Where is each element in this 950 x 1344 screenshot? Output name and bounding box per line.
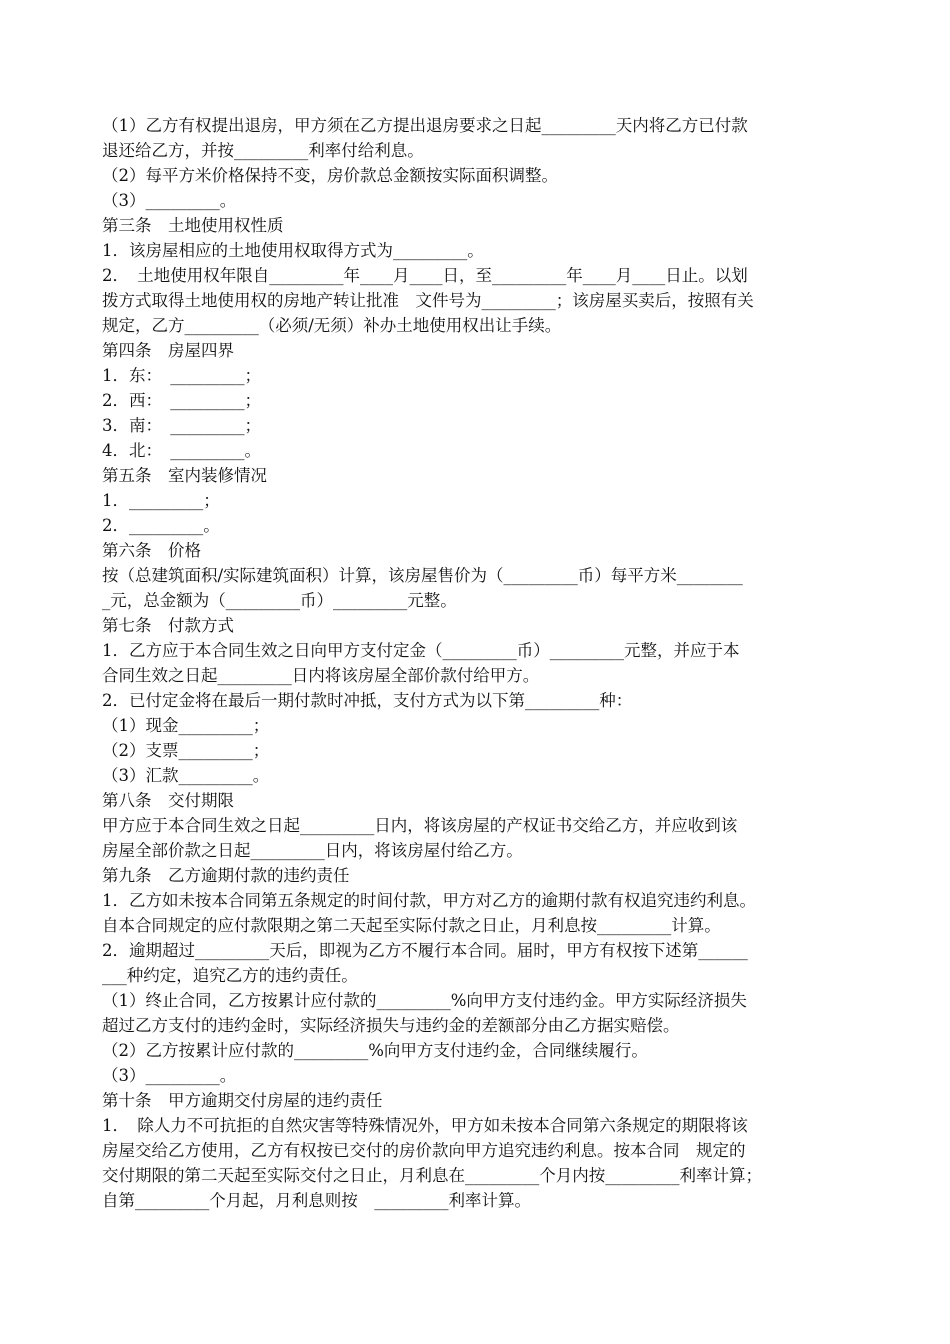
text-line: 交付期限的第二天起至实际交付之日止，月利息在_________个月内按_________利率计算； [102, 1166, 762, 1185]
text-line: 2．逾期超过_________天后，即视为乙方不履行本合同。届时，甲方有权按下述第______ [102, 941, 748, 960]
text-line: 1．该房屋相应的土地使用权取得方式为_________。 [102, 241, 484, 260]
text-line: （1）终止合同，乙方按累计应付款的_________%向甲方支付违约金。甲方实际经济损失 [102, 991, 747, 1010]
text-line: 1．_________； [102, 491, 220, 510]
text-line: （1）现金_________； [102, 716, 270, 735]
text-line: 房屋交给乙方使用，乙方有权按已交付的房价款向甲方追究违约利息。按本合同 规定的 [102, 1141, 746, 1160]
text-line: 1． 除人力不可抗拒的自然灾害等特殊情况外，甲方如未按本合同第六条规定的期限将该 [102, 1116, 748, 1135]
text-line: 第五条 室内装修情况 [102, 466, 267, 485]
text-line: 2． 土地使用权年限自_________年____月____日，至_________年____月____日止。以划 [102, 266, 748, 285]
text-line: 合同生效之日起_________日内将该房屋全部价款付给甲方。 [102, 666, 540, 685]
text-line: 超过乙方支付的违约金时，实际经济损失与违约金的差额部分由乙方据实赔偿。 [102, 1016, 680, 1035]
contract-body [102, 113, 848, 1213]
text-line: 规定，乙方_________（必须/无须）补办土地使用权出让手续。 [102, 316, 562, 335]
text-line: 第十条 甲方逾期交付房屋的违约责任 [102, 1091, 383, 1110]
text-line: 房屋全部价款之日起_________日内，将该房屋付给乙方。 [102, 841, 523, 860]
text-line: （3）汇款_________。 [102, 766, 270, 785]
text-line: 自本合同规定的应付款限期之第二天起至实际付款之日止，月利息按_________计算。 [102, 916, 721, 935]
text-line: （3）_________。 [102, 191, 237, 210]
text-line: 1．乙方应于本合同生效之日向甲方支付定金（_________币）_________元整，并应于本 [102, 641, 740, 660]
text-line: 2．西： _________； [102, 391, 261, 410]
text-line: 1．乙方如未按本合同第五条规定的时间付款，甲方对乙方的逾期付款有权追究违约利息。 [102, 891, 756, 910]
text-line: （2）乙方按累计应付款的_________%向甲方支付违约金，合同继续履行。 [102, 1041, 648, 1060]
text-line: _元，总金额为（_________币）_________元整。 [102, 591, 457, 610]
text-line: （3）_________。 [102, 1066, 237, 1085]
text-line: 3．南： _________； [102, 416, 261, 435]
text-line: 4．北： _________。 [102, 441, 261, 460]
text-line: 第六条 价格 [102, 541, 201, 560]
text-line: 第八条 交付期限 [102, 791, 234, 810]
text-line: 1．东： _________； [102, 366, 261, 385]
text-line: 自第_________个月起，月利息则按 _________利率计算。 [102, 1191, 531, 1210]
text-line: 2．已付定金将在最后一期付款时冲抵，支付方式为以下第_________种： [102, 691, 633, 710]
text-line: 退还给乙方，并按_________利率付给利息。 [102, 141, 424, 160]
text-line: 2．_________。 [102, 516, 220, 535]
text-line: 甲方应于本合同生效之日起_________日内，将该房屋的产权证书交给乙方，并应收到该 [102, 816, 738, 835]
text-line: （1）乙方有权提出退房，甲方须在乙方提出退房要求之日起_________天内将乙方已付款 [102, 116, 748, 135]
text-line: 第九条 乙方逾期付款的违约责任 [102, 866, 350, 885]
text-line: 第三条 土地使用权性质 [102, 216, 284, 235]
text-line: 拨方式取得土地使用权的房地产转让批准 文件号为_________；该房屋买卖后，按照有关 [102, 291, 754, 310]
text-line: ___种约定，追究乙方的违约责任。 [102, 966, 358, 985]
text-line: （2）每平方米价格保持不变，房价款总金额按实际面积调整。 [102, 166, 558, 185]
text-line: 按（总建筑面积/实际建筑面积）计算，该房屋售价为（_________币）每平方米________ [102, 566, 743, 585]
text-line: 第七条 付款方式 [102, 616, 234, 635]
text-line: 第四条 房屋四界 [102, 341, 234, 360]
text-line: （2）支票_________； [102, 741, 270, 760]
